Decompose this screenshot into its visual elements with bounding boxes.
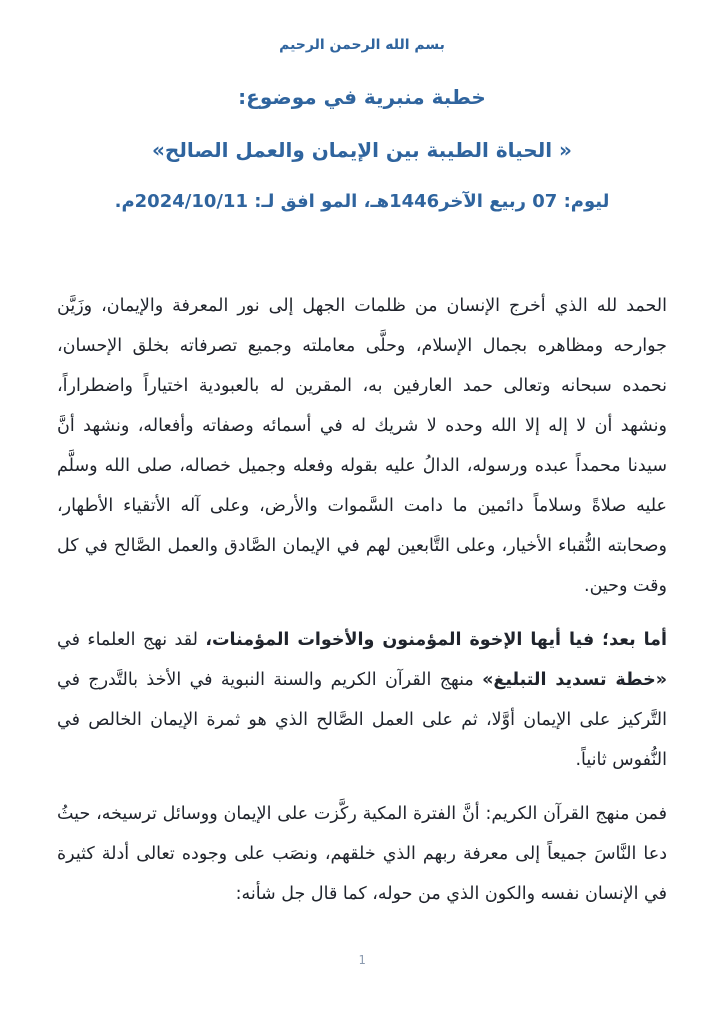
paragraph-quran-method: فمن منهج القرآن الكريم: أنَّ الفترة المكية ركَّزت على الإيمان ووسائل ترسيخه، حيثُ دعا النَّاسَ جميعاً إلى معرفة ربهم الذي خلقهم، ونصَب على وجوده تعالى أدلة كثيرة في الإنسان نفسه والكون الذي من حوله، كما قال جل شأنه: (57, 803, 667, 904)
paragraph-praise-opening: الحمد لله الذي أخرج الإنسان من ظلمات الجهل إلى نور المعرفة والإيمان، وزَيَّن جوارحه ومظاهره بجمال الإسلام، وحلَّى معاملته وجميع تصرفاته بخلق الإحسان، نحمده سبحانه وتعالى حمد العارفين به، المقرين له بالعبودية اختياراً واضطراراً، ونشهد أن لا إله إلا الله وحده لا شريك له في أسمائه وصفاته وأفعاله، ونشهد أنَّ سيدنا محمداً عبده ورسوله، الدالُ عليه بقوله وفعله وجميل خصاله، صلى الله وسلَّم عليه صلاةً وسلاماً دائمين ما دامت السَّموات والأرض، وعلى آله الأتقياء الأطهار، وصحابته النُّقباء الأخيار، وعلى التَّابعين لهم في الإيمان الصَّادق والعمل الصَّالح في كل وقت وحين. (57, 295, 667, 596)
amma-baad-bold-lead: أما بعد؛ فيا أيها الإخوة المؤمنون والأخوات المؤمنات، (205, 629, 667, 650)
page-footer (0, 949, 724, 968)
amma-baad-tail-text: منهج القرآن الكريم والسنة النبوية في الأخذ بالتَّدرج في التَّركيز على الإيمان أوَّلا، ثم على العمل الصَّالح الذي هو ثمرة الإيمان الخالص في النُّفوس ثانياً. (57, 669, 667, 770)
document-header (57, 36, 667, 214)
sermon-title: خطبة منبرية في موضوع: (238, 85, 486, 110)
basmala-line: بسم الله الرحمن الرحيم (279, 37, 445, 53)
plan-name-bold: «خطة تسديد التبليغ» (482, 669, 667, 690)
sermon-subject-title: « الحياة الطيبة بين الإيمان والعمل الصالح» (152, 138, 572, 163)
paragraph-amma-baad (57, 620, 667, 780)
amma-baad-mid-text: لقد نهج العلماء في (57, 629, 206, 650)
page-number: 1 (358, 953, 366, 967)
document-body (57, 286, 667, 914)
sermon-date-line: ليوم: 07 ربيع الآخر1446هـ، المو افق لـ: 2024/10/11م. (114, 191, 610, 213)
